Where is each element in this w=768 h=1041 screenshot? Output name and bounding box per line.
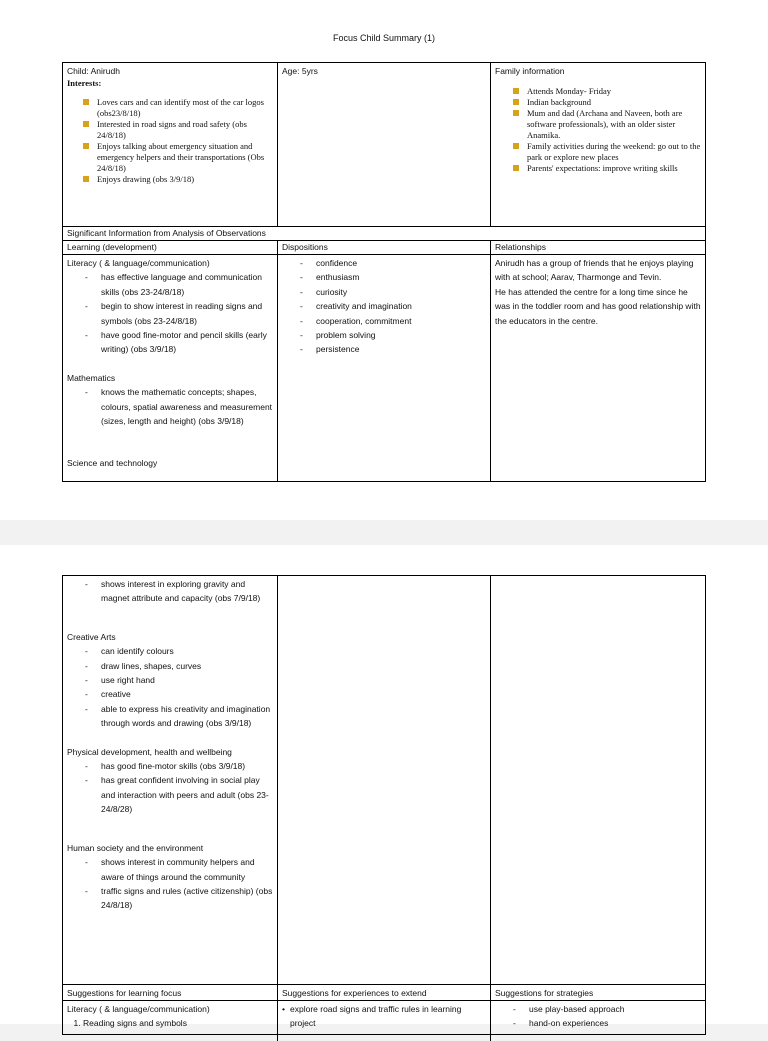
strategies-list (495, 1002, 701, 1031)
literacy-list (67, 270, 273, 356)
list-item: - begin to show interest in reading signs and symbols (obs 23-24/8/18) (85, 299, 273, 328)
human-heading: Human society and the environment (67, 842, 204, 853)
child-label: Child: Anirudh (67, 66, 120, 76)
sugg-strategies-header-text: Suggestions for strategies (495, 988, 594, 998)
analysis-heading (63, 227, 705, 241)
sugg-focus-header (63, 985, 278, 1001)
list-item: - persistence (300, 342, 486, 356)
learning-cell (63, 255, 278, 481)
child-info-cell (63, 63, 278, 227)
human-list (67, 855, 273, 913)
list-item: Loves cars and can identify most of the car logos (obs23/8/18) (83, 97, 273, 119)
maths-list (67, 385, 273, 428)
relationships-cell (491, 255, 705, 481)
col-header-relationships-text: Relationships (495, 242, 547, 252)
list-item: - traffic signs and rules (active citizenship) (obs 24/8/18) (85, 884, 273, 913)
relationships-cell-continued (491, 576, 705, 985)
interests-label: Interests: (67, 78, 102, 89)
list-item: - use right hand (85, 673, 273, 687)
list-item: - shows interest in exploring gravity and magnet attribute and capacity (obs 7/9/18) (85, 577, 273, 606)
dispositions-cell (278, 255, 491, 481)
sugg-strategies-header (491, 985, 705, 1001)
science-list (67, 577, 273, 606)
analysis-heading-text: Significant Information from Analysis of Observations (67, 228, 266, 238)
list-item: Attends Monday- Friday (513, 86, 701, 97)
learning-cell-continued (63, 576, 278, 985)
dispositions-list (282, 256, 486, 357)
col-header-learning-text: Learning (development) (67, 242, 157, 252)
document-page-1 (0, 0, 768, 520)
list-item: - cooperation, commitment (300, 314, 486, 328)
sugg-focus-header-text: Suggestions for learning focus (67, 988, 182, 998)
family-list (495, 86, 701, 174)
list-item: - problem solving (300, 328, 486, 342)
list-item: - has good fine-motor skills (obs 3/9/18) (85, 759, 273, 773)
family-info-cell (491, 63, 705, 227)
list-item: 1. Reading signs and symbols (83, 1016, 273, 1030)
relationships-text-1: Anirudh has a group of friends that he enjoys playing with at school; Aarav, Tharmonge and Tevin. (495, 258, 694, 283)
dispositions-cell-continued (278, 576, 491, 985)
physical-heading: Physical development, health and wellbeing (67, 746, 232, 757)
age-label: Age: 5yrs (282, 66, 318, 76)
list-item: Parents' expectations: improve writing skills (513, 163, 701, 174)
physical-list (67, 759, 273, 817)
interests-list (67, 97, 273, 185)
list-item: - confidence (300, 256, 486, 270)
summary-table-continued (62, 575, 706, 1035)
relationships-text-2: He has attended the centre for a long time since he was in the toddler room and has good relationship with the educators in the centre. (495, 286, 701, 326)
list-item: - creative (85, 687, 273, 701)
sugg-experiences-header (278, 985, 491, 1001)
col-header-relationships (491, 241, 705, 255)
list-item: - hand-on experiences (513, 1016, 701, 1030)
focus-literacy-heading: Literacy ( & language/communication) (67, 1004, 210, 1014)
age-cell (278, 63, 491, 227)
experiences-cell (278, 1001, 491, 1041)
col-header-dispositions-text: Dispositions (282, 242, 328, 252)
list-item: - has great confident involving in social play and interaction with peers and adult (obs 23-24/8/28) (85, 773, 273, 816)
list-item: - use play-based approach (513, 1002, 701, 1016)
list-item: - draw lines, shapes, curves (85, 659, 273, 673)
family-label: Family information (495, 66, 565, 76)
list-item: Interested in road signs and road safety (obs 24/8/18) (83, 119, 273, 141)
creative-heading: Creative Arts (67, 631, 116, 642)
list-item: - has effective language and communication skills (obs 23-24/8/18) (85, 270, 273, 299)
science-heading: Science and technology (67, 458, 158, 469)
list-item: - can identify colours (85, 644, 273, 658)
col-header-dispositions (278, 241, 491, 255)
list-item: - curiosity (300, 285, 486, 299)
creative-list (67, 644, 273, 730)
document-page-2 (0, 545, 768, 1029)
focus-cell (63, 1001, 278, 1041)
maths-heading: Mathematics (67, 372, 116, 383)
col-header-learning (63, 241, 278, 255)
list-item: - knows the mathematic concepts; shapes, colours, spatial awareness and measurement (sizes, length and height) (obs 3/9/18) (85, 385, 273, 428)
experiences-list (282, 1002, 486, 1031)
list-item: Mum and dad (Archana and Naveen, both are software professionals), with an older sister Anamika. (513, 108, 701, 141)
page-title: Focus Child Summary (1) (332, 33, 436, 43)
list-item: Enjoys talking about emergency situation and emergency helpers and their transportations (Obs 24/8/18) (83, 141, 273, 174)
list-item: - have good fine-motor and pencil skills (early writing) (obs 3/9/18) (85, 328, 273, 357)
list-item: • explore road signs and traffic rules in learning project (282, 1002, 486, 1031)
list-item: - creativity and imagination (300, 299, 486, 313)
sugg-experiences-header-text: Suggestions for experiences to extend (282, 988, 427, 998)
list-item: - able to express his creativity and imagination through words and drawing (obs 3/9/18) (85, 702, 273, 731)
list-item: - enthusiasm (300, 270, 486, 284)
list-item: Family activities during the weekend: go out to the park or explore new places (513, 141, 701, 163)
strategies-cell (491, 1001, 705, 1041)
summary-table-top (62, 62, 706, 482)
list-item: Enjoys drawing (obs 3/9/18) (83, 174, 273, 185)
literacy-heading: Literacy ( & language/communication) (67, 258, 210, 268)
list-item: - shows interest in community helpers and aware of things around the community (85, 855, 273, 884)
list-item: Indian background (513, 97, 701, 108)
